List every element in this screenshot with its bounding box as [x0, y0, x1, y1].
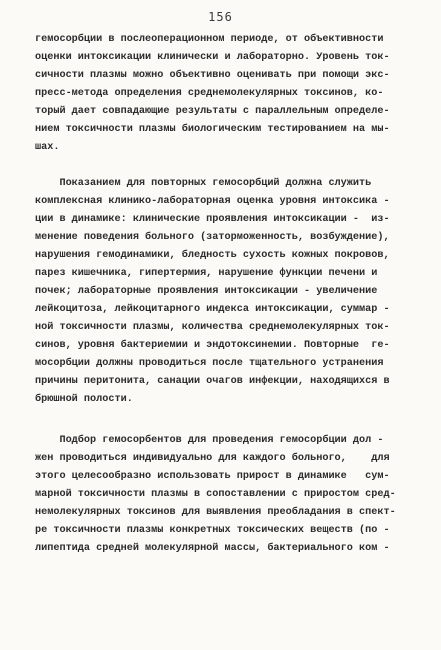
text-line: почек; лабораторные проявления интоксикации - увеличение [35, 286, 378, 297]
text-line: шах. [35, 142, 60, 153]
text-line: менение поведения больного (заторможенность, возбуждение), [35, 232, 390, 243]
paragraph-1 [35, 31, 407, 157]
text-line: синов, уровня бактериемии и эндотоксинемии. Повторные ге- [35, 340, 390, 351]
text-line: лейкоцитоза, лейкоцитарного индекса интоксикации, суммар - [35, 304, 390, 315]
text-line: жен проводиться индивидуально для каждого больного, для [35, 453, 390, 464]
page-number: 156 [208, 10, 233, 24]
text-line: гемосорбции в послеоперационном периоде, от объективности [35, 34, 384, 45]
text-line: немолекулярных токсинов для выявления преобладания в спект- [35, 507, 396, 518]
text-line: мосорбции должны проводиться после тщательного устранения [35, 358, 384, 369]
text-line: сичности плазмы можно объективно оценивать при помощи экс- [35, 70, 390, 81]
text-line: липептида средней молекулярной массы, бактериального ком - [35, 543, 390, 554]
text-line: парез кишечника, гипертермия, нарушение функции печени и [35, 268, 378, 279]
text-line: торый дает совпадающие результаты с параллельным определе- [35, 106, 390, 117]
text-line: этого целесообразно использовать прирост в динамике сум- [35, 471, 390, 482]
paragraph-3 [35, 432, 407, 558]
text-line: пресс-метода определения среднемолекулярных токсинов, ко- [35, 88, 384, 99]
text-line: нарушения гемодинамики, бледность сухость кожных покровов, [35, 250, 390, 261]
text-line: ре токсичности плазмы конкретных токсических веществ (по - [35, 525, 390, 536]
text-line: брюшной полости. [35, 394, 133, 405]
paragraph-2 [35, 175, 407, 409]
text-line: марной токсичности плазмы в сопоставлении с приростом сред- [35, 489, 396, 500]
text-line: причины перитонита, санации очагов инфекции, находящихся в [35, 376, 390, 387]
text-line: ной токсичности плазмы, количества среднемолекулярных ток- [35, 322, 390, 333]
text-line: Показанием для повторных гемосорбций должна служить [35, 178, 372, 189]
text-line: комплексная клинико-лабораторная оценка уровня интоксика - [35, 196, 390, 207]
text-line: оценки интоксикации клинически и лабораторно. Уровень ток- [35, 52, 390, 63]
text-line: Подбор гемосорбентов для проведения гемосорбции дол - [35, 435, 384, 446]
text-line: нием токсичности плазмы биологическим тестированием на мы- [35, 124, 390, 135]
text-line: ции в динамике: клинические проявления интоксикации - из- [35, 214, 390, 225]
